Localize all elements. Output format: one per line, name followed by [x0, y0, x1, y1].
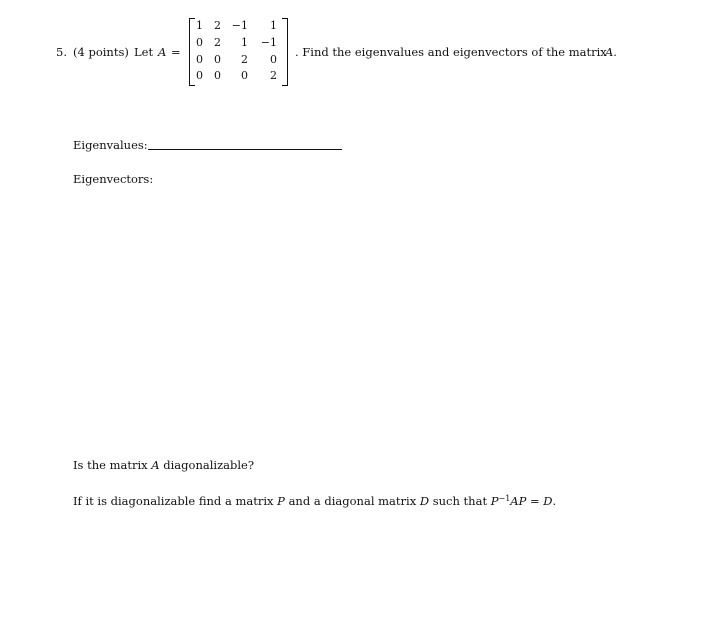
matrix-cell: 2	[214, 36, 221, 49]
let-text: Let	[134, 45, 154, 59]
eigenvectors-label: Eigenvectors:	[73, 172, 154, 186]
instruction-matrix-variable: A.	[605, 45, 617, 59]
matrix-cell: 0	[196, 53, 203, 66]
eigenvalues-label: Eigenvalues:	[73, 138, 148, 152]
instruction-prefix: If it is diagonalizable find a matrix	[73, 494, 278, 508]
matrix-right-bracket	[282, 18, 288, 86]
matrix-cell: −1	[260, 36, 277, 49]
matrix-cell: 2	[270, 69, 277, 82]
matrix-cell: 0	[270, 53, 277, 66]
matrix-cell: 1	[196, 19, 203, 32]
matrix-cell: 0	[241, 69, 248, 82]
matrix-a	[189, 18, 288, 86]
p-variable: P	[277, 494, 285, 508]
question-suffix: diagonalizable?	[159, 458, 254, 472]
instruction-mid: and a diagonal matrix	[284, 494, 420, 508]
problem-points: (4 points)	[73, 45, 129, 59]
matrix-cell: 2	[214, 19, 221, 32]
matrix-variable: A	[158, 45, 167, 59]
eigenvalues-answer-line[interactable]	[148, 149, 342, 150]
formula-ap: AP	[510, 494, 527, 508]
matrix-cell: 2	[241, 53, 248, 66]
problem-instruction: . Find the eigenvalues and eigenvectors of the matrix	[295, 45, 607, 59]
matrix-cell: 0	[196, 69, 203, 82]
diagonalizable-question	[73, 458, 254, 472]
question-variable: A	[151, 458, 160, 472]
matrix-cell: 0	[214, 69, 221, 82]
formula-p: P	[490, 494, 499, 508]
instruction-mid2: such that	[429, 494, 491, 508]
formula-d: D	[543, 494, 553, 508]
formula-equals: =	[526, 494, 544, 508]
matrix-cell: −1	[231, 19, 248, 32]
formula-exponent: −1	[498, 494, 511, 503]
d-variable: D	[419, 494, 430, 508]
question-prefix: Is the matrix	[73, 458, 152, 472]
matrix-cell: 1	[270, 19, 277, 32]
formula-end: .	[552, 494, 557, 508]
equals-sign: =	[171, 45, 181, 59]
diagonalization-instruction	[73, 494, 556, 508]
matrix-cell: 0	[214, 53, 221, 66]
matrix-cell: 1	[241, 36, 248, 49]
problem-number: 5.	[56, 45, 67, 59]
matrix-cell: 0	[196, 36, 203, 49]
